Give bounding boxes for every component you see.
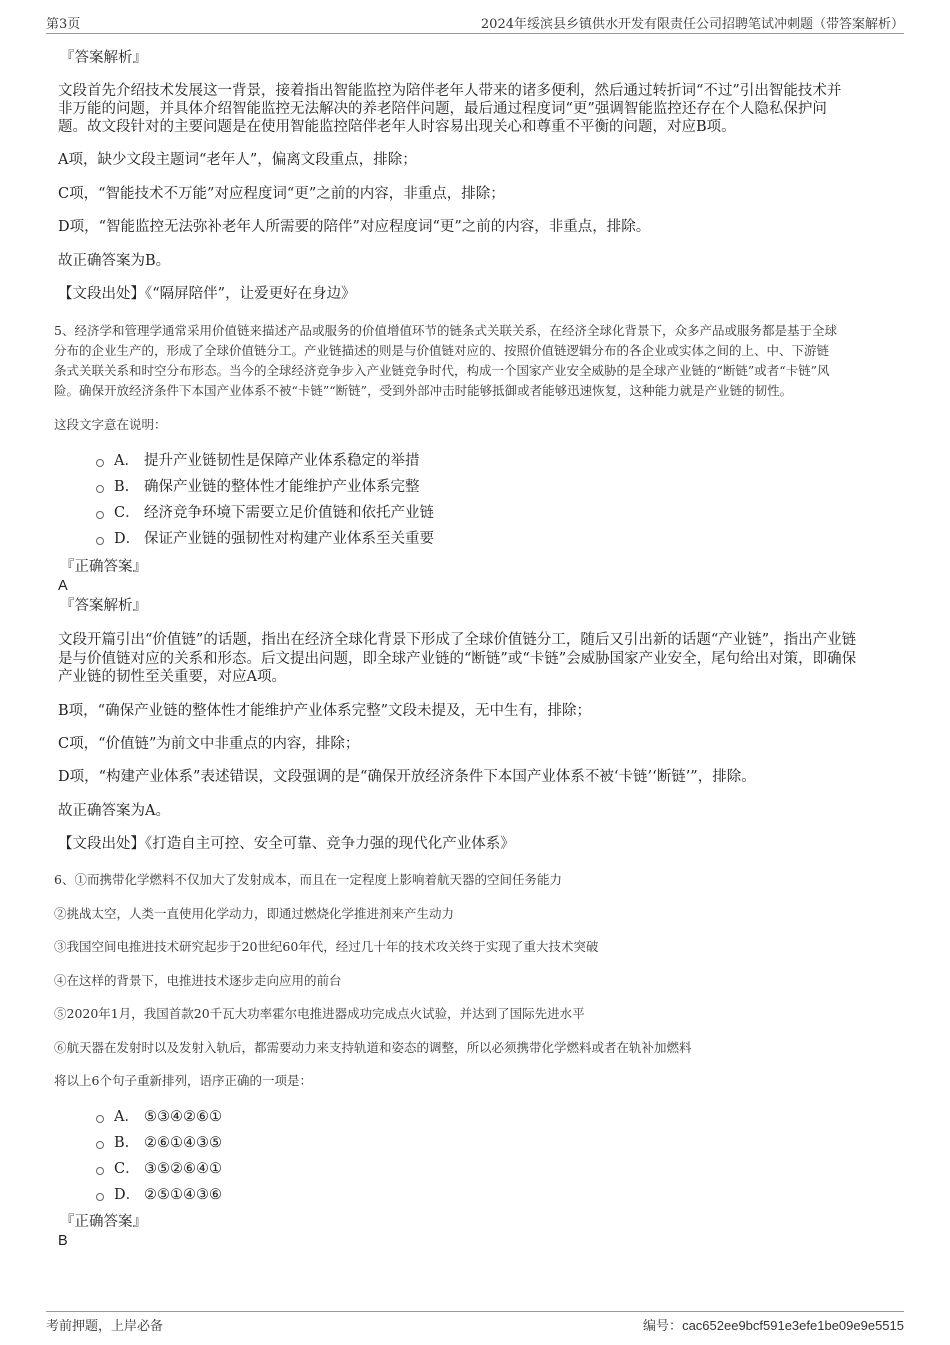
radio-icon[interactable]	[96, 459, 104, 467]
q4-option-a-analysis: A项，缺少文段主题词“老年人”，偏离文段重点，排除；	[58, 152, 417, 168]
document-code-label: 编号：	[643, 1319, 683, 1334]
q5-analysis-label: 『答案解析』	[60, 598, 147, 614]
q4-conclusion: 故正确答案为B。	[58, 253, 171, 269]
q6-sentence-2: ②挑战太空，人类一直使用化学动力，即通过燃烧化学推进剂来产生动力	[54, 906, 455, 921]
q5-option-a[interactable]	[96, 452, 420, 470]
q5-option-d-analysis: D项，“构建产业体系”表述错误，文段强调的是“确保开放经济条件下本国产业体系不被‘卡链’‘断链’”，排除。	[58, 769, 756, 785]
q6-option-a[interactable]	[96, 1108, 222, 1126]
radio-icon[interactable]	[96, 1193, 104, 1201]
option-text: ②⑥①④③⑤	[144, 1135, 222, 1151]
radio-icon[interactable]	[96, 1167, 104, 1175]
option-text: ③⑤②⑥④①	[144, 1161, 222, 1177]
q5-option-c-analysis: C项，“价值链”为前文中非重点的内容，排除；	[58, 736, 360, 752]
document-code-value: cac652ee9bcf591e3efe1be09e9e5515	[682, 1318, 904, 1333]
q4-option-d-analysis: D项，“智能监控无法弥补老年人所需要的陪伴”对应程度词“更”之前的内容，非重点，排除。	[58, 219, 651, 235]
q6-sentence-1: 6、①而携带化学燃料不仅加大了发射成本，而且在一定程度上影响着航天器的空间任务能力	[54, 872, 562, 887]
option-text: ②⑤①④③⑥	[144, 1187, 222, 1203]
q5-analysis-line-3: 产业链的韧性至关重要，对应A项。	[58, 669, 286, 685]
option-letter: D．	[114, 531, 141, 547]
option-text: 确保产业链的整体性才能维护产业体系完整	[144, 479, 420, 495]
footer-slogan: 考前押题，上岸必备	[46, 1319, 164, 1334]
page-footer	[46, 1311, 904, 1334]
radio-icon[interactable]	[96, 537, 104, 545]
option-text: ⑤③④②⑥①	[144, 1109, 222, 1125]
page-number: 第3页	[46, 17, 81, 32]
q5-stem-line-1: 5、经济学和管理学通常采用价值链来描述产品或服务的价值增值环节的链条式关联关系，在经济全球化背景下，众多产品或服务都是基于全球	[54, 323, 837, 338]
q5-question: 这段文字意在说明：	[54, 417, 167, 432]
option-letter: B.	[114, 1135, 130, 1151]
q6-sentence-3: ③我国空间电推进技术研究起步于20世纪60年代，经过几十年的技术攻关终于实现了重大技术突破	[54, 939, 599, 954]
q5-answer-label: 『正确答案』	[60, 559, 147, 575]
option-letter: B.	[114, 479, 130, 495]
q5-source: 【文段出处】《打造自主可控、安全可靠、竞争力强的现代化产业体系》	[58, 836, 515, 852]
document-title: 2024年绥滨县乡镇供水开发有限责任公司招聘笔试冲刺题（带答案解析）	[480, 17, 904, 32]
q6-sentence-4: ④在这样的背景下，电推进技术逐步走向应用的前台	[54, 973, 342, 988]
q5-stem-line-4: 险。确保开放经济条件下本国产业体系不被“卡链”“断链”，受到外部冲击时能够抵御或者能够迅速恢复，这种能力就是产业链的韧性。	[54, 383, 793, 398]
radio-icon[interactable]	[96, 511, 104, 519]
q4-analysis-label: 『答案解析』	[60, 50, 147, 66]
q5-answer: A	[58, 578, 68, 594]
q5-analysis-line-2: 是与价值链对应的关系和形态。后文提出问题，即全球产业链的“断链”或“卡链”会威胁国家产业安全，尾句给出对策，即确保	[58, 651, 857, 667]
q5-analysis-line-1: 文段开篇引出“价值链”的话题，指出在经济全球化背景下形成了全球价值链分工，随后又引出新的话题“产业链”，指出产业链	[58, 632, 857, 648]
option-letter: D．	[114, 1187, 141, 1203]
q4-option-c-analysis: C项，“智能技术不万能”对应程度词“更”之前的内容，非重点，排除；	[58, 186, 505, 202]
q4-source: 【文段出处】《“隔屏陪伴”，让爱更好在身边》	[58, 286, 356, 302]
q5-stem-line-3: 条式关联关系和时空分布形态。当今的全球经济竞争步入产业链竞争时代，构成一个国家产业安全威胁的是全球产业链的“断链”或者“卡链”风	[54, 363, 830, 378]
q5-option-c[interactable]	[96, 504, 434, 522]
option-letter: C．	[114, 1161, 140, 1177]
q5-conclusion: 故正确答案为A。	[58, 803, 170, 819]
option-letter: C．	[114, 505, 140, 521]
q6-question: 将以上6个句子重新排列，语序正确的一项是：	[54, 1073, 312, 1088]
q6-answer: B	[58, 1233, 68, 1249]
option-letter: A．	[114, 453, 139, 469]
option-text: 保证产业链的强韧性对构建产业体系至关重要	[144, 531, 434, 547]
q6-sentence-6: ⑥航天器在发射时以及发射入轨后，都需要动力来支持轨道和姿态的调整，所以必须携带化学燃料或者在轨补加燃料	[54, 1040, 692, 1055]
q4-analysis-line-2: 非万能的问题，并具体介绍智能监控无法解决的养老陪伴问题，最后通过程度词“更”强调智能监控还存在个人隐私保护问	[58, 101, 827, 117]
q5-option-b-analysis: B项，“确保产业链的整体性才能维护产业体系完整”文段未提及，无中生有，排除；	[58, 703, 591, 719]
option-letter: A．	[114, 1109, 139, 1125]
radio-icon[interactable]	[96, 485, 104, 493]
q6-sentence-5: ⑤2020年1月，我国首款20千瓦大功率霍尔电推进器成功完成点火试验，并达到了国际先进水平	[54, 1006, 585, 1021]
q4-analysis-line-1: 文段首先介绍技术发展这一背景，接着指出智能监控为陪伴老年人带来的诸多便利，然后通过转折词“不过”引出智能技术并	[58, 83, 842, 99]
q6-option-d[interactable]	[96, 1186, 222, 1204]
option-text: 提升产业链韧性是保障产业体系稳定的举措	[144, 453, 420, 469]
radio-icon[interactable]	[96, 1115, 104, 1123]
q6-option-b[interactable]	[96, 1134, 222, 1152]
q5-option-d[interactable]	[96, 530, 434, 548]
option-text: 经济竞争环境下需要立足价值链和依托产业链	[144, 505, 434, 521]
radio-icon[interactable]	[96, 1141, 104, 1149]
q5-option-b[interactable]	[96, 478, 420, 496]
q5-stem-line-2: 分布的企业生产的，形成了全球价值链分工。产业链描述的则是与价值链对应的、按照价值链逻辑分布的各企业或实体之间的上、中、下游链	[54, 343, 830, 358]
q6-answer-label: 『正确答案』	[60, 1214, 147, 1230]
q6-option-c[interactable]	[96, 1160, 222, 1178]
document-code	[643, 1315, 904, 1334]
page-header	[46, 13, 904, 34]
q4-analysis-line-3: 题。故文段针对的主要问题是在使用智能监控陪伴老年人时容易出现关心和尊重不平衡的问题，对应B项。	[58, 119, 736, 135]
